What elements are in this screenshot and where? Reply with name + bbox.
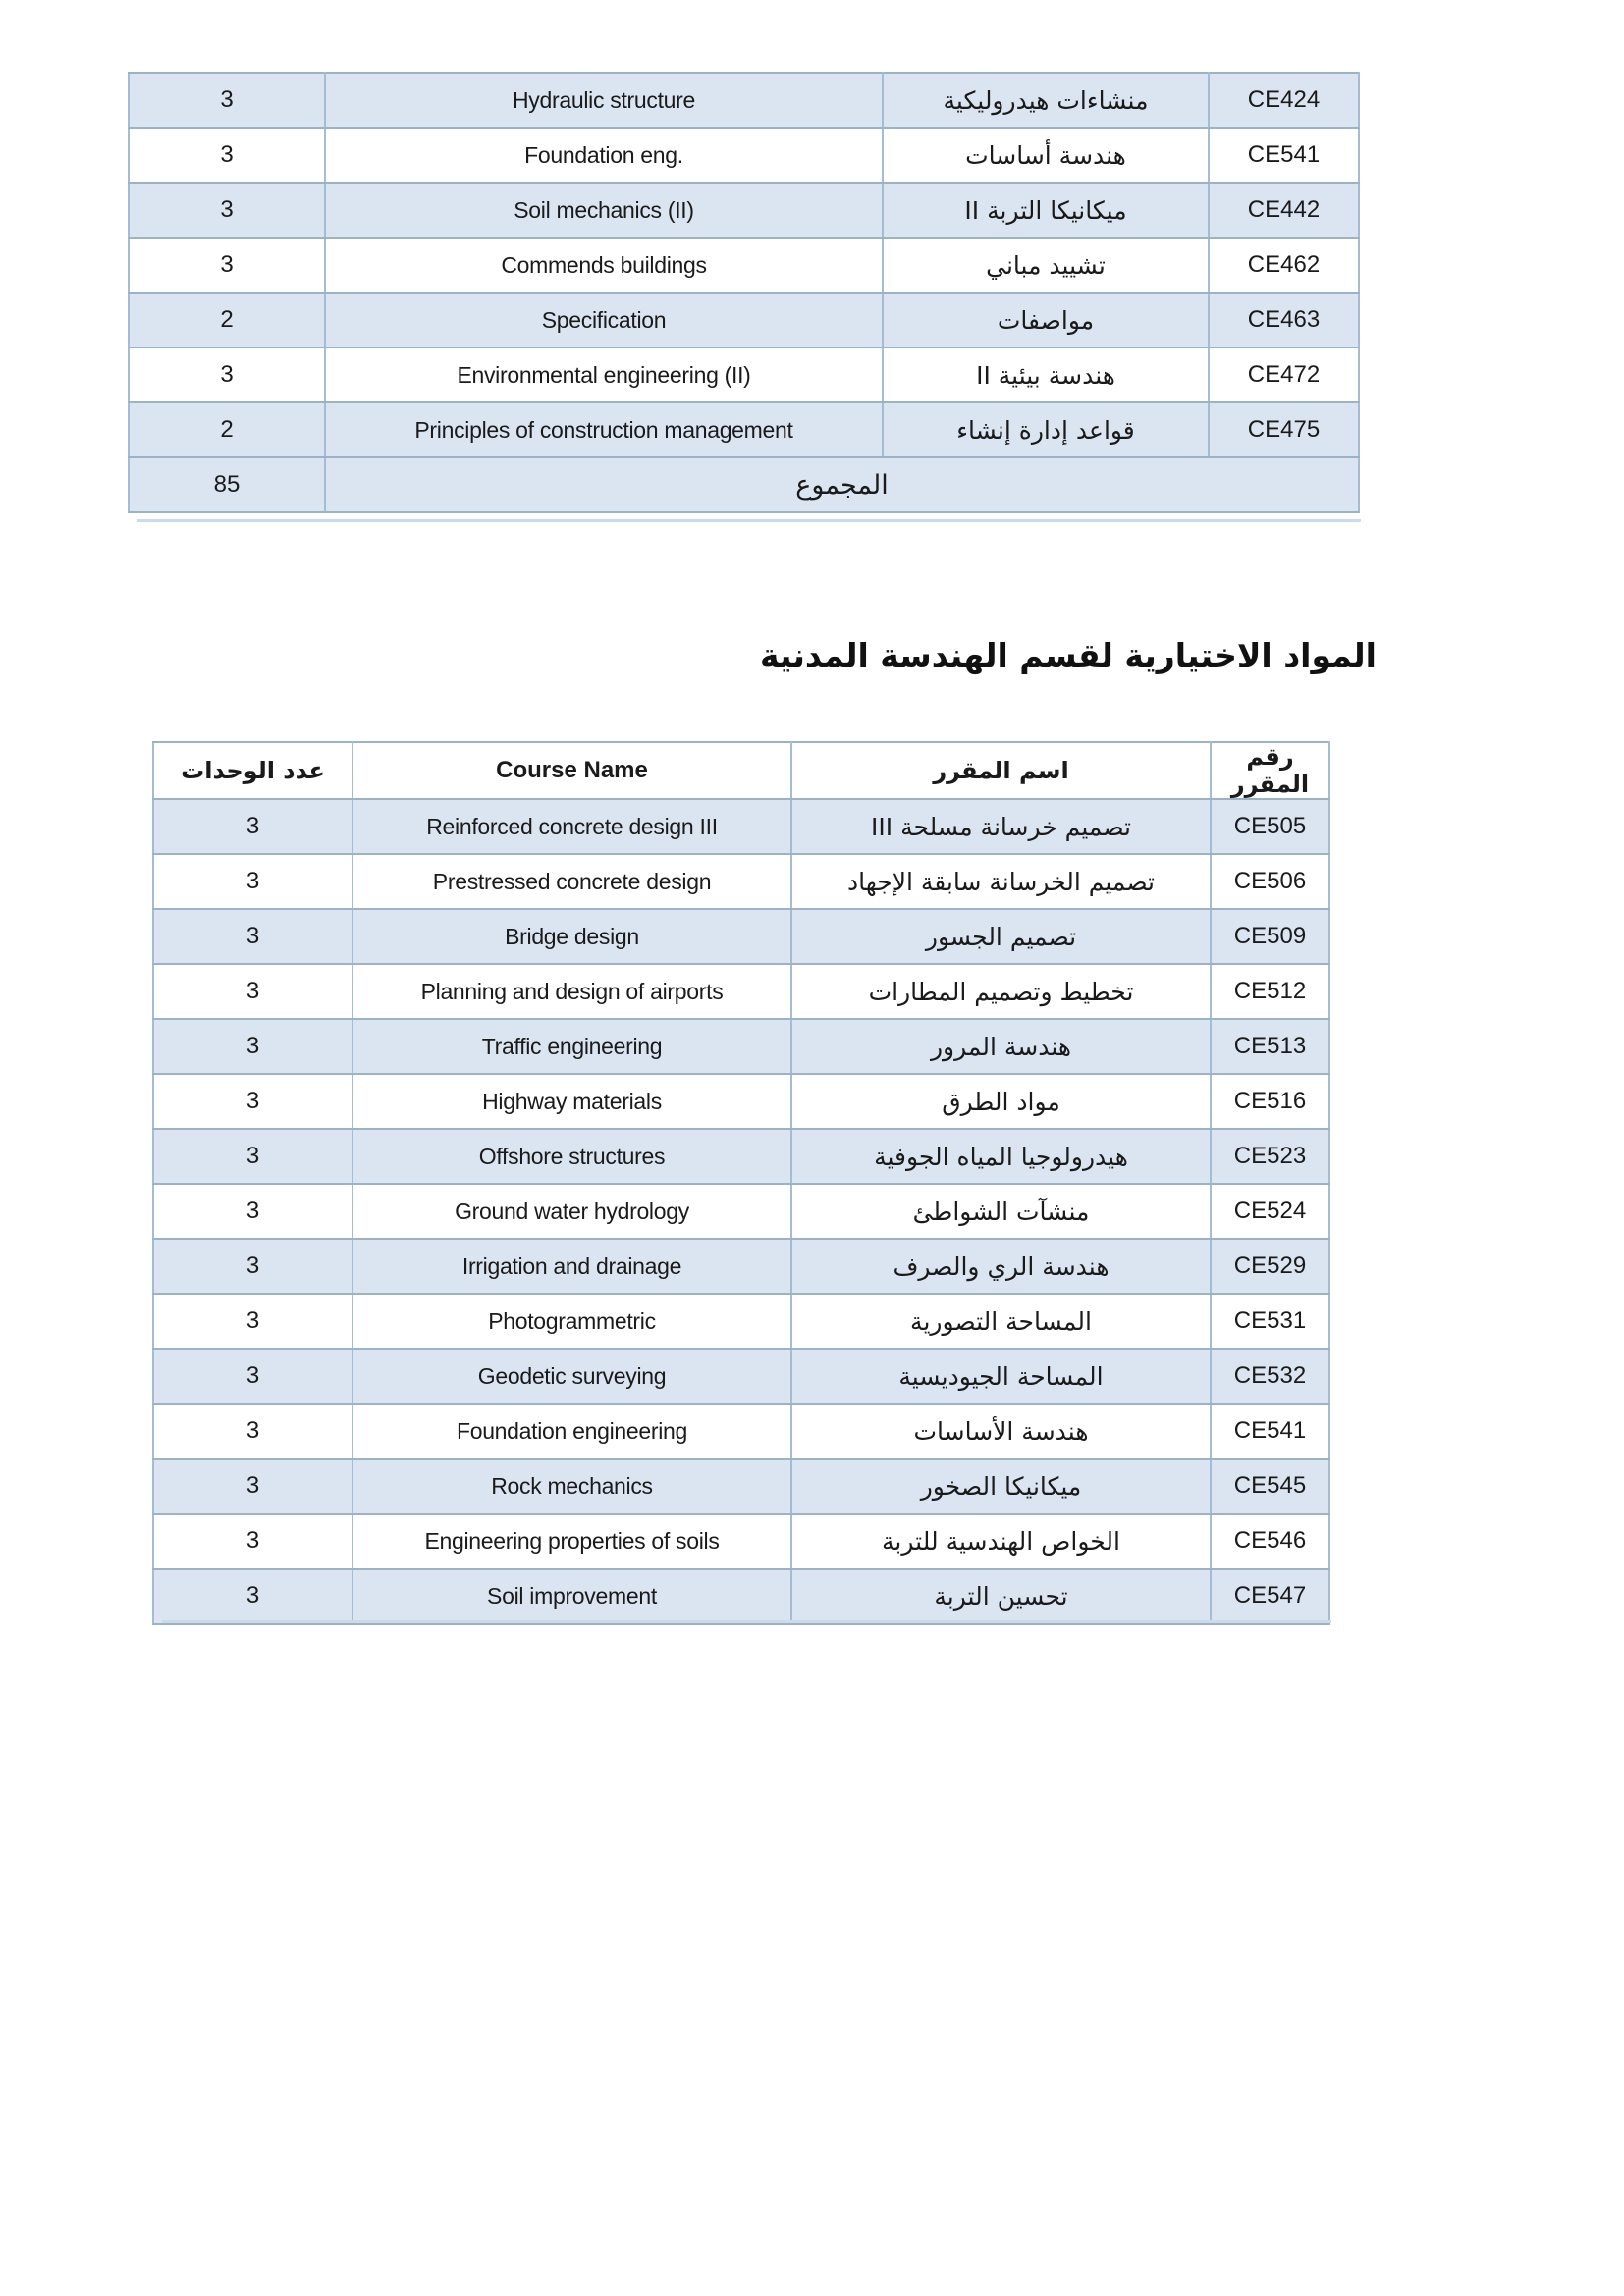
course-row bbox=[153, 964, 1329, 1019]
course-units: 3 bbox=[153, 1459, 352, 1514]
course-code: CE475 bbox=[1209, 402, 1359, 457]
course-row bbox=[153, 1184, 1329, 1239]
course-units: 3 bbox=[129, 73, 325, 128]
course-row bbox=[153, 1459, 1329, 1514]
course-code: CE442 bbox=[1209, 183, 1359, 238]
required-courses-body bbox=[129, 73, 1359, 512]
course-name-en: Traffic engineering bbox=[352, 1019, 791, 1074]
course-code: CE524 bbox=[1211, 1184, 1329, 1239]
course-name-en: Highway materials bbox=[352, 1074, 791, 1129]
course-name-ar: قواعد إدارة إنشاء bbox=[883, 402, 1209, 457]
course-name-en: Planning and design of airports bbox=[352, 964, 791, 1019]
course-name-ar: هندسة الري والصرف bbox=[791, 1239, 1211, 1294]
table2-bottom-rule bbox=[162, 1620, 1331, 1623]
course-name-ar: هندسة الأساسات bbox=[791, 1404, 1211, 1459]
course-name-ar: منشآت الشواطئ bbox=[791, 1184, 1211, 1239]
course-units: 3 bbox=[129, 183, 325, 238]
course-row bbox=[153, 1569, 1329, 1624]
course-row bbox=[153, 1514, 1329, 1569]
course-row bbox=[129, 73, 1359, 128]
course-code: CE541 bbox=[1211, 1404, 1329, 1459]
course-units: 3 bbox=[153, 964, 352, 1019]
course-name-ar: ميكانيكا التربة II bbox=[883, 183, 1209, 238]
total-row bbox=[129, 457, 1359, 512]
course-name-en: Hydraulic structure bbox=[325, 73, 883, 128]
course-units: 3 bbox=[129, 238, 325, 293]
course-code: CE506 bbox=[1211, 854, 1329, 909]
header-name-en: Course Name bbox=[352, 742, 791, 799]
course-name-en: Specification bbox=[325, 293, 883, 347]
course-name-ar: تشييد مباني bbox=[883, 238, 1209, 293]
course-row bbox=[129, 128, 1359, 183]
course-units: 3 bbox=[153, 1404, 352, 1459]
course-name-ar: هندسة المرور bbox=[791, 1019, 1211, 1074]
course-row bbox=[153, 1074, 1329, 1129]
section-heading: المواد الاختيارية لقسم الهندسة المدنية bbox=[760, 636, 1377, 674]
course-units: 3 bbox=[129, 347, 325, 402]
course-code: CE541 bbox=[1209, 128, 1359, 183]
course-name-ar: منشاءات هيدروليكية bbox=[883, 73, 1209, 128]
course-name-ar: تصميم الخرسانة سابقة الإجهاد bbox=[791, 854, 1211, 909]
total-label: المجموع bbox=[325, 457, 1359, 512]
course-code: CE532 bbox=[1211, 1349, 1329, 1404]
course-name-en: Rock mechanics bbox=[352, 1459, 791, 1514]
course-name-ar: مواد الطرق bbox=[791, 1074, 1211, 1129]
course-row bbox=[129, 293, 1359, 347]
course-name-en: Environmental engineering (II) bbox=[325, 347, 883, 402]
course-name-ar: المساحة التصورية bbox=[791, 1294, 1211, 1349]
course-code: CE531 bbox=[1211, 1294, 1329, 1349]
course-units: 3 bbox=[153, 1514, 352, 1569]
course-name-ar: تصميم الجسور bbox=[791, 909, 1211, 964]
course-name-ar: الخواص الهندسية للتربة bbox=[791, 1514, 1211, 1569]
course-units: 3 bbox=[153, 799, 352, 854]
header-name-ar: اسم المقرر bbox=[791, 742, 1211, 799]
course-row bbox=[153, 1239, 1329, 1294]
course-units: 2 bbox=[129, 293, 325, 347]
course-name-ar: هندسة أساسات bbox=[883, 128, 1209, 183]
course-row bbox=[153, 1349, 1329, 1404]
total-units: 85 bbox=[129, 457, 325, 512]
course-code: CE424 bbox=[1209, 73, 1359, 128]
required-courses-table bbox=[128, 72, 1360, 513]
course-code: CE545 bbox=[1211, 1459, 1329, 1514]
course-name-en: Foundation engineering bbox=[352, 1404, 791, 1459]
elective-table-header bbox=[153, 742, 1329, 799]
course-units: 3 bbox=[153, 909, 352, 964]
course-units: 3 bbox=[153, 1074, 352, 1129]
course-name-en: Reinforced concrete design III bbox=[352, 799, 791, 854]
header-row bbox=[153, 742, 1329, 799]
course-name-en: Geodetic surveying bbox=[352, 1349, 791, 1404]
course-units: 2 bbox=[129, 402, 325, 457]
course-units: 3 bbox=[153, 1239, 352, 1294]
course-row bbox=[129, 402, 1359, 457]
course-units: 3 bbox=[153, 1019, 352, 1074]
course-name-en: Principles of construction management bbox=[325, 402, 883, 457]
course-code: CE546 bbox=[1211, 1514, 1329, 1569]
course-code: CE512 bbox=[1211, 964, 1329, 1019]
course-row bbox=[129, 347, 1359, 402]
course-name-en: Ground water hydrology bbox=[352, 1184, 791, 1239]
course-name-en: Photogrammetric bbox=[352, 1294, 791, 1349]
course-name-en: Commends buildings bbox=[325, 238, 883, 293]
course-name-en: Engineering properties of soils bbox=[352, 1514, 791, 1569]
course-units: 3 bbox=[153, 1184, 352, 1239]
course-name-en: Soil mechanics (II) bbox=[325, 183, 883, 238]
course-units: 3 bbox=[129, 128, 325, 183]
course-row bbox=[153, 909, 1329, 964]
course-name-en: Soil improvement bbox=[352, 1569, 791, 1624]
course-row bbox=[153, 1294, 1329, 1349]
course-code: CE505 bbox=[1211, 799, 1329, 854]
course-row bbox=[153, 854, 1329, 909]
course-name-ar: هيدرولوجيا المياه الجوفية bbox=[791, 1129, 1211, 1184]
course-name-en: Foundation eng. bbox=[325, 128, 883, 183]
course-name-ar: المساحة الجيوديسية bbox=[791, 1349, 1211, 1404]
header-code: رقم المقرر bbox=[1211, 742, 1329, 799]
table1-bottom-rule bbox=[137, 519, 1361, 522]
course-name-en: Offshore structures bbox=[352, 1129, 791, 1184]
elective-courses-body bbox=[153, 799, 1329, 1624]
course-code: CE463 bbox=[1209, 293, 1359, 347]
course-code: CE513 bbox=[1211, 1019, 1329, 1074]
course-units: 3 bbox=[153, 1129, 352, 1184]
course-units: 3 bbox=[153, 1349, 352, 1404]
course-code: CE462 bbox=[1209, 238, 1359, 293]
course-name-ar: تصميم خرسانة مسلحة III bbox=[791, 799, 1211, 854]
course-code: CE529 bbox=[1211, 1239, 1329, 1294]
course-name-ar: تخطيط وتصميم المطارات bbox=[791, 964, 1211, 1019]
course-name-ar: مواصفات bbox=[883, 293, 1209, 347]
course-units: 3 bbox=[153, 1294, 352, 1349]
course-row bbox=[153, 1129, 1329, 1184]
course-row bbox=[129, 238, 1359, 293]
course-code: CE547 bbox=[1211, 1569, 1329, 1624]
course-row bbox=[129, 183, 1359, 238]
course-code: CE509 bbox=[1211, 909, 1329, 964]
course-code: CE523 bbox=[1211, 1129, 1329, 1184]
header-units: عدد الوحدات bbox=[153, 742, 352, 799]
course-name-ar: هندسة بيئية II bbox=[883, 347, 1209, 402]
course-name-ar: ميكانيكا الصخور bbox=[791, 1459, 1211, 1514]
course-name-en: Bridge design bbox=[352, 909, 791, 964]
course-units: 3 bbox=[153, 1569, 352, 1624]
course-row bbox=[153, 1019, 1329, 1074]
course-name-ar: تحسين التربة bbox=[791, 1569, 1211, 1624]
course-code: CE516 bbox=[1211, 1074, 1329, 1129]
course-row bbox=[153, 799, 1329, 854]
course-name-en: Irrigation and drainage bbox=[352, 1239, 791, 1294]
course-name-en: Prestressed concrete design bbox=[352, 854, 791, 909]
course-row bbox=[153, 1404, 1329, 1459]
course-code: CE472 bbox=[1209, 347, 1359, 402]
elective-courses-table bbox=[152, 741, 1330, 1625]
course-units: 3 bbox=[153, 854, 352, 909]
